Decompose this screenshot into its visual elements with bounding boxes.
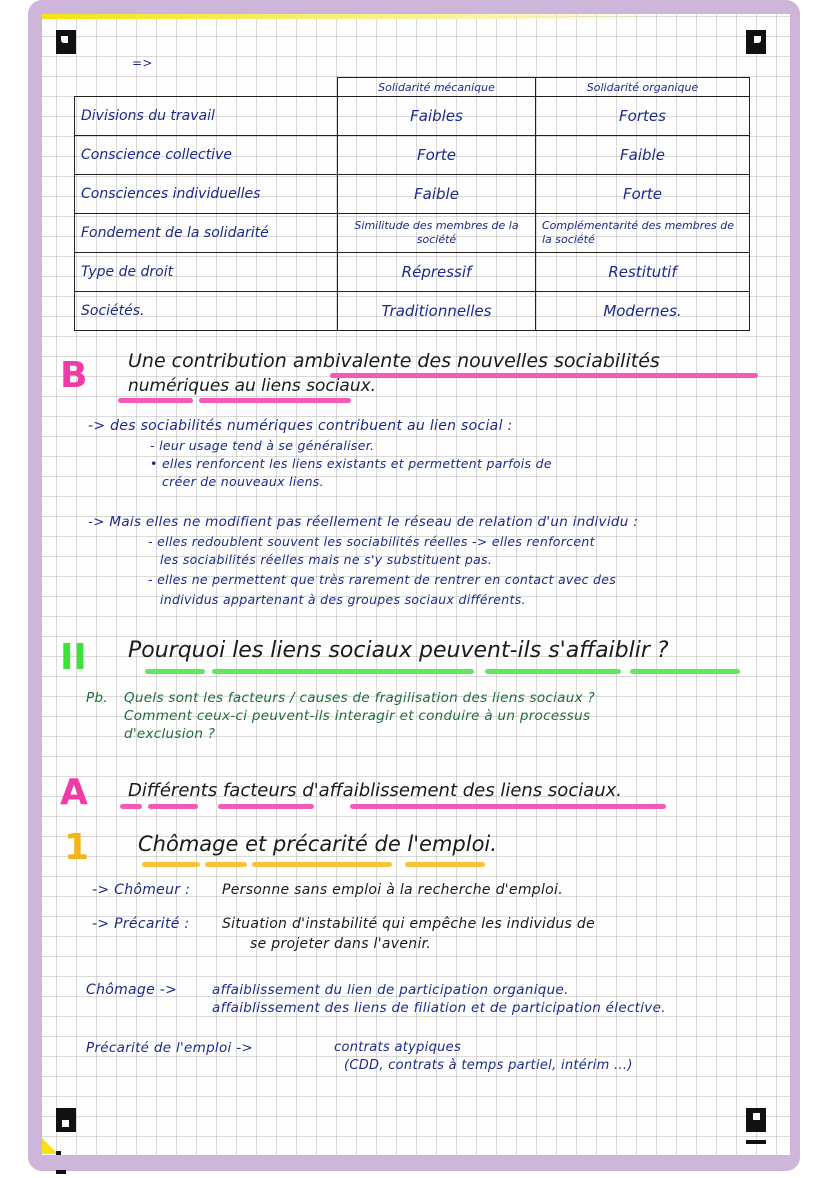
section-marker-b: B bbox=[60, 355, 88, 396]
cell-mecanique: Forte bbox=[338, 136, 536, 175]
section-marker-1: 1 bbox=[64, 827, 90, 868]
problem-line: Quels sont les facteurs / causes de fragilisation des liens sociaux ? bbox=[124, 690, 595, 706]
pink-highlight bbox=[218, 804, 314, 809]
table-row bbox=[75, 253, 750, 292]
bullet-continuation: créer de nouveaux liens. bbox=[162, 474, 324, 489]
table-header-mecanique: Solidarité mécanique bbox=[338, 78, 536, 97]
point-head: -> des sociabilités numériques contribuent au lien social : bbox=[88, 418, 513, 434]
corner-marker-icon-top-right bbox=[746, 30, 766, 54]
section-marker-a: A bbox=[60, 772, 88, 813]
definition-term: -> Chômeur : bbox=[92, 882, 191, 898]
corner-marker-icon-bottom-right bbox=[746, 1108, 766, 1132]
table-header-organique: Solidarité organique bbox=[536, 78, 750, 97]
row-label: Divisions du travail bbox=[75, 97, 338, 136]
cell-organique: Fortes bbox=[536, 97, 750, 136]
yellow-paper-edge bbox=[42, 14, 662, 19]
corner-marker-icon-bottom-left bbox=[56, 1108, 76, 1132]
chomage-effect: affaiblissement des liens de filiation et de participation élective. bbox=[212, 1000, 666, 1016]
bullet: - elles ne permettent que très rarement de rentrer en contact avec des bbox=[148, 572, 617, 587]
cell-mecanique: Similitude des membres de la société bbox=[338, 214, 536, 253]
chomage-label: Chômage -> bbox=[86, 982, 178, 998]
bullet: - leur usage tend à se généraliser. bbox=[150, 438, 375, 453]
definition-text-continued: se projeter dans l'avenir. bbox=[250, 936, 432, 952]
cell-organique: Complémentarité des membres de la société bbox=[536, 214, 750, 253]
orange-highlight bbox=[252, 862, 392, 867]
orange-highlight bbox=[142, 862, 200, 867]
corner-marker-icon-top-left bbox=[56, 30, 76, 54]
cell-mecanique: Faibles bbox=[338, 97, 536, 136]
precarite-label: Précarité de l'emploi -> bbox=[86, 1040, 253, 1056]
section-1-title: Chômage et précarité de l'emploi. bbox=[138, 832, 497, 856]
table-header-empty bbox=[75, 78, 338, 97]
bullet: - elles redoublent souvent les sociabilités réelles -> elles renforcent bbox=[148, 534, 595, 549]
table-row bbox=[75, 292, 750, 331]
precarite-examples: (CDD, contrats à temps partiel, intérim ...) bbox=[344, 1058, 633, 1073]
row-label: Consciences individuelles bbox=[75, 175, 338, 214]
definition-text: Situation d'instabilité qui empêche les individus de bbox=[222, 916, 596, 932]
cell-organique: Restitutif bbox=[536, 253, 750, 292]
table-row bbox=[75, 214, 750, 253]
cell-organique: Modernes. bbox=[536, 292, 750, 331]
problem-line: Comment ceux-ci peuvent-ils interagir et conduire à un processus bbox=[124, 708, 591, 724]
table-row bbox=[75, 136, 750, 175]
green-highlight bbox=[212, 669, 474, 674]
pink-highlight bbox=[330, 373, 758, 378]
bullet-continuation: individus appartenant à des groupes sociaux différents. bbox=[160, 592, 526, 607]
pink-highlight bbox=[118, 398, 193, 403]
section-b-title-line1: Une contribution ambivalente des nouvelles sociabilités bbox=[128, 350, 660, 372]
cell-mecanique: Traditionnelles bbox=[338, 292, 536, 331]
definition-text: Personne sans emploi à la recherche d'emploi. bbox=[222, 882, 563, 898]
orange-highlight bbox=[405, 862, 485, 867]
table-row bbox=[75, 175, 750, 214]
chomage-effect: affaiblissement du lien de participation organique. bbox=[212, 982, 569, 998]
point-head: -> Mais elles ne modifient pas réellement le réseau de relation d'un individu : bbox=[88, 514, 639, 530]
pink-highlight bbox=[199, 398, 351, 403]
arrow-implies: => bbox=[132, 56, 153, 70]
section-a-title: Différents facteurs d'affaiblissement des liens sociaux. bbox=[128, 780, 623, 801]
green-highlight bbox=[485, 669, 621, 674]
cell-organique: Forte bbox=[536, 175, 750, 214]
scan-dots-icon bbox=[56, 1140, 76, 1144]
green-highlight bbox=[630, 669, 740, 674]
bullet: • elles renforcent les liens existants et permettent parfois de bbox=[150, 456, 552, 471]
section-ii-title: Pourquoi les liens sociaux peuvent-ils s'affaiblir ? bbox=[128, 638, 669, 663]
problem-prefix: Pb. bbox=[86, 690, 108, 706]
row-label: Conscience collective bbox=[75, 136, 338, 175]
pink-highlight bbox=[120, 804, 142, 809]
precarite-effect: contrats atypiques bbox=[334, 1040, 462, 1055]
bullet-continuation: les sociabilités réelles mais ne s'y substituent pas. bbox=[160, 552, 493, 567]
table-header-row bbox=[75, 78, 750, 97]
row-label: Type de droit bbox=[75, 253, 338, 292]
row-label: Fondement de la solidarité bbox=[75, 214, 338, 253]
green-highlight bbox=[145, 669, 205, 674]
pink-highlight bbox=[350, 804, 666, 809]
row-label: Sociétés. bbox=[75, 292, 338, 331]
table-row bbox=[75, 97, 750, 136]
problem-line: d'exclusion ? bbox=[124, 726, 216, 742]
cell-mecanique: Faible bbox=[338, 175, 536, 214]
cell-mecanique: Répressif bbox=[338, 253, 536, 292]
orange-highlight bbox=[205, 862, 247, 867]
scan-bar-icon bbox=[746, 1140, 766, 1144]
solidarity-comparison-table bbox=[74, 77, 750, 331]
cell-organique: Faible bbox=[536, 136, 750, 175]
definition-term: -> Précarité : bbox=[92, 916, 190, 932]
section-marker-ii: II bbox=[60, 637, 87, 678]
section-b-title-line2: numériques au liens sociaux. bbox=[128, 376, 377, 396]
pink-highlight bbox=[148, 804, 198, 809]
